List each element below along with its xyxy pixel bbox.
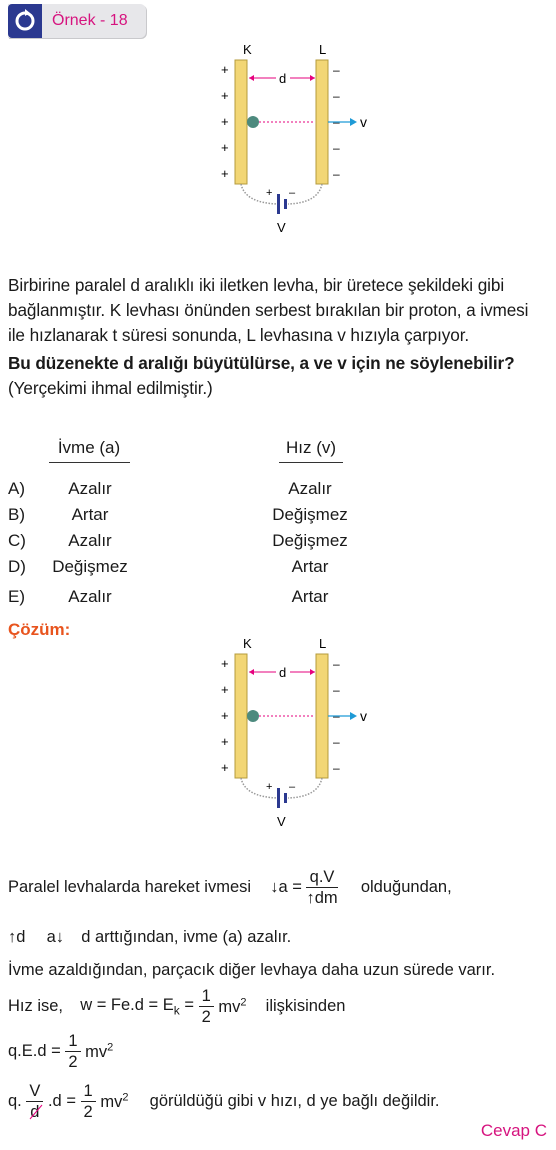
plate-k — [235, 654, 247, 778]
option-v-value: Değişmez — [272, 505, 348, 524]
column-header-acceleration: İvme (a) — [57, 438, 121, 457]
option-a-value: Değişmez — [52, 557, 128, 576]
half-fraction: $\frac{1}{2}$ — [65, 1031, 80, 1072]
battery-label: V — [277, 814, 286, 829]
header-underline — [279, 462, 343, 463]
minus-sign: – — [333, 735, 340, 749]
option-a-value: Azalır — [68, 531, 112, 550]
distance-label: d — [279, 665, 287, 680]
battery-long-plate — [277, 194, 280, 214]
option-label[interactable]: D) — [8, 557, 26, 576]
option-v-value: Artar — [291, 587, 329, 606]
minus-sign: – — [333, 63, 340, 77]
capacitor-diagram — [200, 38, 380, 238]
plate-l-label: L — [319, 42, 327, 57]
option-v-value: Değişmez — [272, 531, 348, 550]
answer-label: Cevap C — [480, 1121, 547, 1140]
question-note: (Yerçekimi ihmal edilmiştir.) — [8, 378, 213, 398]
battery-minus: – — [289, 781, 296, 793]
plate-k-label: K — [243, 636, 252, 651]
wire-left — [241, 184, 278, 204]
battery-short-plate — [284, 199, 287, 209]
option-a-value: Azalır — [68, 587, 112, 606]
question-line: Birbirine paralel d aralıklı iki iletken levha, bir üretece şekildeki gibi — [8, 275, 505, 295]
plus-sign: + — [221, 708, 229, 723]
minus-sign: – — [333, 761, 340, 775]
battery-minus: – — [289, 187, 296, 199]
cancel-mark-icon — [28, 1103, 44, 1121]
minus-sign: – — [333, 141, 340, 155]
plus-sign: + — [221, 760, 229, 775]
minus-sign: – — [333, 115, 340, 129]
plus-sign: + — [221, 166, 229, 181]
battery-plus: + — [266, 187, 273, 199]
plus-sign: + — [221, 62, 229, 77]
solution-line-4: Hız ise, $w = Fe.d = E_k$ = $\frac{1}{2}$ $mv^2$ ilişkisinden — [8, 987, 346, 1026]
solution-line-1: Paralel levhalarda hareket ivmesi ↓a = $\frac{q.V}{↑dm}$ olduğundan, — [8, 868, 452, 907]
minus-sign: – — [333, 657, 340, 671]
option-label[interactable]: A) — [8, 479, 25, 498]
solution-line-6: q. $\frac{V}{d}$ .d = $\frac{1}{2}$ $mv^2$ görüldüğü gibi v hızı, d ye bağlı değildir. — [8, 1082, 440, 1121]
distance-label: d — [279, 71, 287, 86]
plus-sign: + — [221, 114, 229, 129]
minus-sign: – — [333, 167, 340, 181]
plus-sign: + — [221, 682, 229, 697]
plate-l-label: L — [319, 636, 327, 651]
option-v-value: Azalır — [288, 479, 332, 498]
solution-line-3: İvme azaldığından, parçacık diğer levhaya daha uzun sürede varır. — [8, 961, 496, 979]
plus-signs — [221, 62, 229, 181]
column-header-velocity: Hız (v) — [285, 438, 337, 457]
battery-plus: + — [266, 781, 273, 793]
velocity-label: v — [360, 114, 367, 130]
field-fraction: $\frac{V}{d}$ — [26, 1081, 43, 1122]
question-bold-line: Bu düzenekte d aralığı büyütülürse, a ve v için ne söylenebilir? — [8, 353, 515, 373]
plus-sign: + — [221, 734, 229, 749]
solution-line-2: ↑d a↓ d arttığından, ivme (a) azalır. — [8, 928, 292, 946]
plus-sign: + — [221, 88, 229, 103]
acceleration-fraction: $\frac{q.V}{↑dm}$ — [306, 868, 338, 907]
minus-sign: – — [333, 683, 340, 697]
minus-sign: – — [333, 709, 340, 723]
half-fraction: $\frac{1}{2}$ — [81, 1081, 96, 1122]
plate-k — [235, 60, 247, 184]
battery-label: V — [277, 220, 286, 235]
option-label[interactable]: C) — [8, 531, 26, 550]
solution-heading: Çözüm: — [8, 620, 71, 639]
minus-sign: – — [333, 89, 340, 103]
plate-k-label: K — [243, 42, 252, 57]
option-a-value: Azalır — [68, 479, 112, 498]
solution-line-5: q.E.d = $\frac{1}{2}$ $mv^2$ — [8, 1032, 114, 1071]
plus-sign: + — [221, 656, 229, 671]
example-title: Örnek - 18 — [52, 12, 128, 29]
refresh-circle-icon — [8, 4, 42, 38]
plate-l — [316, 654, 328, 778]
capacitor-diagram-solution — [200, 632, 380, 832]
option-v-value: Artar — [291, 557, 329, 576]
plus-sign: + — [221, 140, 229, 155]
option-label[interactable]: B) — [8, 505, 25, 524]
plate-l — [316, 60, 328, 184]
question-line: ile hızlanarak t süresi sonunda, L levhasına v hızıyla çarpıyor. — [8, 325, 470, 345]
question-line: bağlanmıştır. K levhası önünden serbest bırakılan bir proton, a ivmesi — [8, 300, 529, 320]
proton-particle — [247, 710, 259, 722]
half-fraction: $\frac{1}{2}$ — [199, 986, 214, 1027]
header-underline — [49, 462, 130, 463]
proton-particle — [247, 116, 259, 128]
option-label[interactable]: E) — [8, 587, 25, 606]
velocity-label: v — [360, 708, 367, 724]
option-a-value: Artar — [71, 505, 109, 524]
